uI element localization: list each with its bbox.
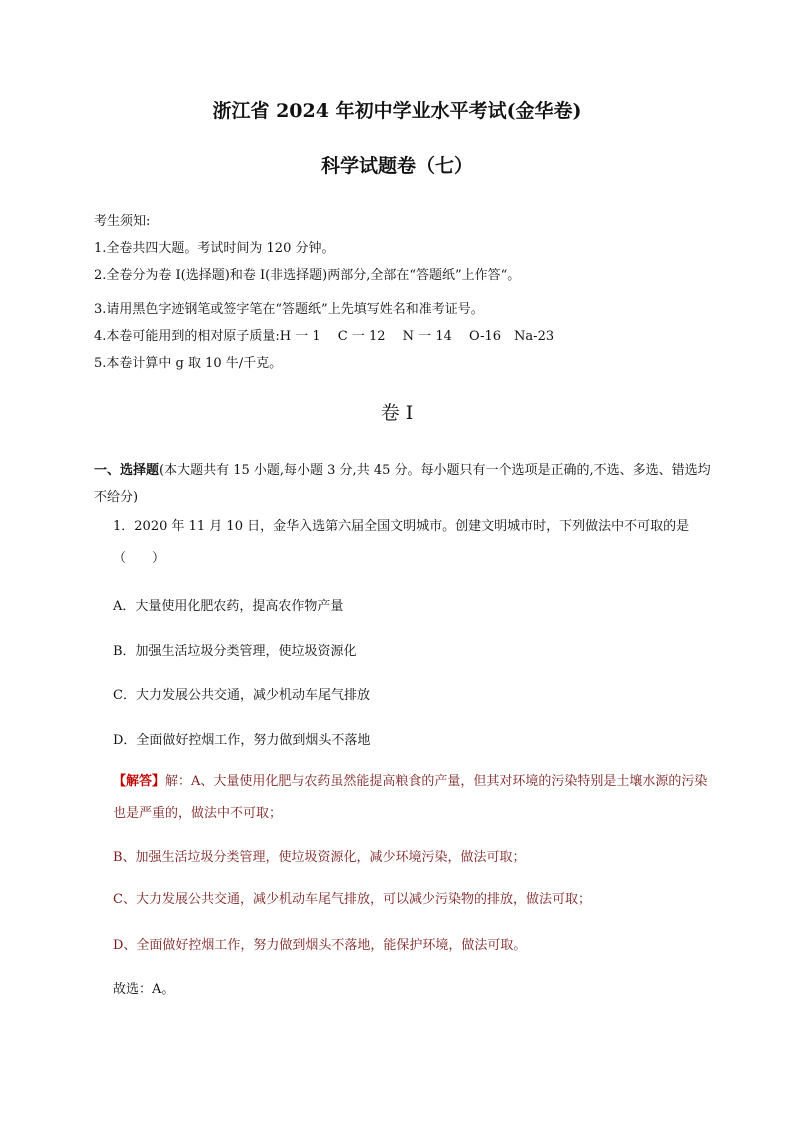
answer-conclusion: 故选：A。 [113,982,175,997]
answer-explanation-b: B、加强生活垃圾分类管理，使垃圾资源化，减少环境污染，做法可取； [113,850,526,865]
part-description: (本大题共有 15 小题,每小题 3 分,共 45 分。每小题只有一个选项是正确的,不选、多选、错选均不给分) [94,463,711,505]
note-item: 1.全卷共四大题。考试时间为 120 分钟。 [94,241,335,256]
notes-heading: 考生须知: [94,214,151,229]
part-label: 一、选择题 [94,463,160,478]
option-b: B．加强生活垃圾分类管理，使垃圾资源化 [113,644,357,659]
note-item: 4.本卷可能用到的相对原子质量:H 一 1 C 一 12 N 一 14 O-16 Na-23 [94,329,555,344]
exam-title: 浙江省 2024 年初中学业水平考试(金华卷) [212,100,582,122]
part-heading [94,457,714,511]
answer-line: 解：A、大量使用化肥与农药虽然能提高粮食的产量，但其对环境的污染特别是土壤水源的污染也是严重的，做法中不可取； [113,774,708,821]
exam-notes [94,208,554,377]
question-1-stem: 1．2020 年 11 月 10 日，金华入选第六届全国文明城市。创建文明城市时，下列做法中不可取的是（ ） [113,519,690,566]
note-item: 5.本卷计算中 g 取 10 牛/千克。 [94,356,283,371]
option-a: A．大量使用化肥农药，提高农作物产量 [113,599,344,614]
option-d: D．全面做好控烟工作，努力做到烟头不落地 [113,733,371,748]
answer-tag: 【解答】 [113,774,166,789]
note-item: 3.请用黑色字迹钢笔或签字笔在“答题纸”上先填写姓名和准考证号。 [94,302,484,317]
section-label: 卷 I [380,402,414,424]
answer-explanation-c: C、大力发展公共交通，减少机动车尾气排放，可以减少污染物的排放，做法可取； [113,892,591,907]
option-c: C．大力发展公共交通，减少机动车尾气排放 [113,688,370,703]
answer-explanation-a [113,766,713,830]
exam-subtitle: 科学试题卷（七） [320,155,473,177]
note-item: 2.全卷分为卷 I(选择题)和卷 I(非选择题)两部分,全部在“答题纸”上作答“。 [94,268,521,283]
answer-explanation-d: D、全面做好控烟工作，努力做到烟头不落地，能保护环境，做法可取。 [113,938,527,953]
